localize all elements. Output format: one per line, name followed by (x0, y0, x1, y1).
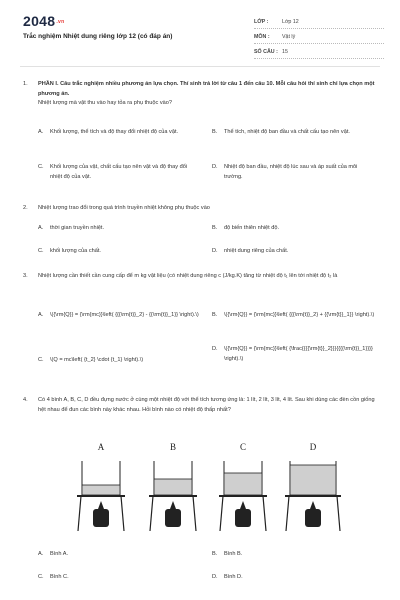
option-text: Thể tích, nhiệt độ ban đầu và chất cấu tạo nên vật. (224, 129, 350, 135)
question-3 (23, 272, 375, 282)
section-instruction: PHẦN I. Câu trắc nghiệm nhiều phương án lựa chọn. Thí sinh trả lời từ câu 1 đến câu 10. Mỗi câu hỏi thí sinh chỉ lựa chọn một phương án. (38, 81, 375, 97)
question-number: 2. (23, 205, 28, 211)
question-text: Nhiệt lượng trao đổi trong quá trình truyền nhiệt không phụ thuộc vào (38, 205, 210, 211)
option-text: \(Q = mc\left( {t_2} \cdot {t_1} \right).\) (50, 357, 144, 363)
question-text: Nhiệt lượng mà vật thu vào hay tỏa ra phụ thuộc vào? (38, 100, 172, 106)
meta-value: 15 (282, 49, 288, 55)
question-2 (23, 204, 375, 214)
option-d[interactable] (212, 163, 376, 182)
option-letter: C. (38, 574, 44, 580)
question-number: 1. (23, 81, 28, 87)
option-a[interactable] (38, 128, 200, 138)
option-b[interactable] (212, 311, 378, 321)
option-b[interactable] (212, 128, 376, 138)
beaker-label-d: D (309, 442, 317, 452)
option-letter: A. (38, 312, 44, 318)
option-c[interactable] (38, 573, 200, 583)
meta-value: Lớp 12 (282, 19, 299, 25)
option-text: Bình D. (224, 574, 243, 580)
question-number: 3. (23, 273, 28, 279)
option-letter: B. (212, 312, 218, 318)
question-number: 4. (23, 397, 28, 403)
beakers-illustration (76, 441, 346, 533)
option-letter: B. (212, 551, 218, 557)
page-title: Trắc nghiệm Nhiệt dung riêng lớp 12 (có đáp án) (23, 33, 173, 40)
option-text: Nhiệt độ ban đầu, nhiệt độ lúc sau và áp suất của môi trường. (224, 164, 358, 180)
meta-key: LỚP : (254, 19, 269, 25)
option-a[interactable] (38, 550, 200, 560)
option-text: \({\rm{Q}} = {\rm{mc}}\left( {{{\rm{t}}_2} - {{\rm{t}}_1}} \right).\) (50, 312, 199, 318)
question-text: Nhiệt lượng cần thiết cần cung cấp để m kg vật liệu (có nhiệt dung riêng c (J/kg.K) tăng từ nhiệt độ t₁ lên tới nhiệt độ t₂ là (38, 273, 338, 279)
meta-key: SỐ CÂU : (254, 49, 278, 55)
option-text: Khối lượng của vật, chất cấu tạo nên vật và độ thay đổi nhiệt độ của vật. (50, 164, 188, 180)
option-c[interactable] (38, 163, 200, 182)
option-text: độ biến thiên nhiệt độ. (224, 225, 280, 231)
option-letter: C. (38, 357, 44, 363)
meta-value: Vật lý (282, 34, 296, 40)
option-text: Bình C. (50, 574, 69, 580)
option-text: \({\rm{Q}} = {\rm{mc}}\left( {{{\rm{t}}_2} + {{\rm{t}}_1}} \right).\) (224, 312, 375, 318)
option-letter: C. (38, 164, 44, 170)
option-letter: D. (212, 164, 218, 170)
option-a[interactable] (38, 311, 202, 321)
option-text: nhiệt dung riêng của chất. (224, 248, 289, 254)
option-d[interactable] (212, 247, 376, 257)
option-text: Khối lượng, thể tích và độ thay đổi nhiệt độ của vật. (50, 129, 179, 135)
question-1 (23, 80, 375, 109)
option-d[interactable] (212, 573, 376, 583)
logo-text: 2048 (23, 13, 56, 29)
option-letter: C. (38, 248, 44, 254)
option-letter: B. (212, 225, 218, 231)
option-text: \({\rm{Q}} = {\rm{mc}}\left( {\frac{{{{\rm{t}}_2}}}{{{{\rm{t}}_1}}}} \right).\) (224, 346, 373, 362)
option-b[interactable] (212, 224, 376, 234)
option-text: khối lượng của chất. (50, 248, 101, 254)
option-text: Bình A. (50, 551, 69, 557)
option-c[interactable] (38, 247, 200, 257)
option-letter: A. (38, 129, 44, 135)
meta-key: MÔN : (254, 34, 270, 40)
option-letter: A. (38, 551, 44, 557)
option-letter: D. (212, 346, 218, 352)
option-letter: D. (212, 574, 218, 580)
option-letter: A. (38, 225, 44, 231)
logo-suffix: .vn (56, 19, 65, 26)
option-a[interactable] (38, 224, 200, 234)
beaker-label-b: B (169, 442, 177, 452)
beaker-label-a: A (97, 442, 105, 452)
option-letter: B. (212, 129, 218, 135)
option-letter: D. (212, 248, 218, 254)
option-b[interactable] (212, 550, 376, 560)
option-d[interactable] (212, 345, 378, 364)
question-4 (23, 396, 375, 415)
beaker-label-c: C (239, 442, 247, 452)
beakers-figure (76, 441, 346, 533)
question-text: Có 4 bình A, B, C, D đều đựng nước ở cùng một nhiệt độ với thể tích tương ứng là: 1 lít, 2 lít, 3 lít, 4 lít. Sau khi dùng các đèn cồn giống hệt nhau để đun các bình này khác nhau. Hỏi bình nào có nhiệt độ thấp nhất? (38, 397, 375, 413)
option-c[interactable] (38, 356, 202, 366)
option-text: thời gian truyền nhiệt. (50, 225, 105, 231)
option-text: Bình B. (224, 551, 243, 557)
